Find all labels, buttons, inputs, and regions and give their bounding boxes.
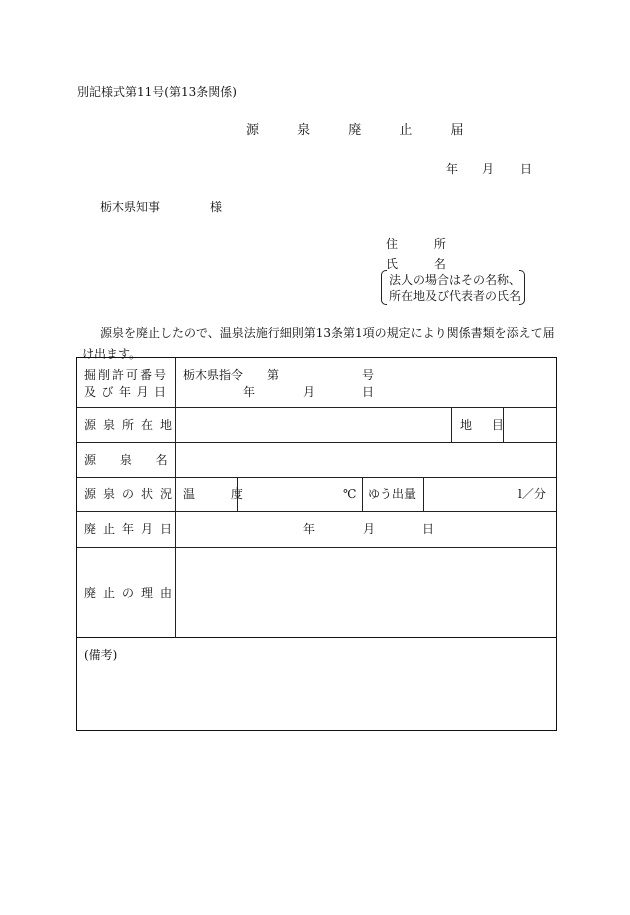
corporate-note-line2: 所在地及び代表者の氏名 [389,289,522,303]
chimoku-divider-left [451,407,452,442]
permit-dai: 第 [267,368,280,382]
permit-label-line1: 掘削許可番号 [84,368,169,382]
permit-day: 日 [362,385,375,399]
temperature-unit: ℃ [343,487,357,501]
submission-date [446,163,532,175]
flow-divider-left [362,477,363,511]
row-divider [77,477,556,478]
permit-year: 年 [243,385,256,399]
closure-date-label: 廃止年月日 [84,522,180,536]
corporate-note [381,270,525,303]
addressee [100,201,222,213]
row-divider [77,511,556,512]
address-label: 住 所 [386,237,462,251]
row-divider [77,547,556,548]
location-label: 源泉所在地 [84,418,180,432]
form-reference: 別記様式第11号(第13条関係) [77,85,237,99]
permit-month: 月 [303,385,316,399]
permit-prefix: 栃木県指令 [183,368,244,382]
flow-unit: l／分 [518,487,546,501]
row-divider [77,442,556,443]
closure-day: 日 [422,522,435,536]
reason-label: 廃止の理由 [84,586,180,600]
remarks-label: (備考) [84,648,118,662]
permit-go: 号 [362,368,375,382]
flow-label: ゆう出量 [368,487,417,501]
closure-month: 月 [363,522,376,536]
row-divider [77,407,556,408]
addressee-name: 栃木県知事 [100,200,161,214]
row-divider [77,637,556,638]
statement-text: 源泉を廃止したので、温泉法施行細則第13条第1項の規定により関係書類を添えて届け出ます。 [82,326,555,361]
date-day: 日 [520,162,533,176]
date-year: 年 [446,162,459,176]
temperature-label: 温 度 [183,487,259,501]
closure-year: 年 [303,522,316,536]
name-label: 氏 名 [386,257,462,271]
chimoku-label: 地 目 [460,418,512,432]
document-title: 源 泉 廃 止 届 [246,123,481,138]
status-label: 源泉の状況 [84,487,180,501]
notification-form-table [76,357,557,731]
date-month: 月 [482,162,495,176]
addressee-suffix: 様 [210,200,223,214]
left-bracket [381,270,387,305]
flow-divider-right [423,477,424,511]
spring-name-label: 源 泉 名 [84,453,178,467]
permit-label-line2: 及び年月日 [84,385,172,399]
corporate-note-line1: 法人の場合はその名称、 [389,273,522,287]
